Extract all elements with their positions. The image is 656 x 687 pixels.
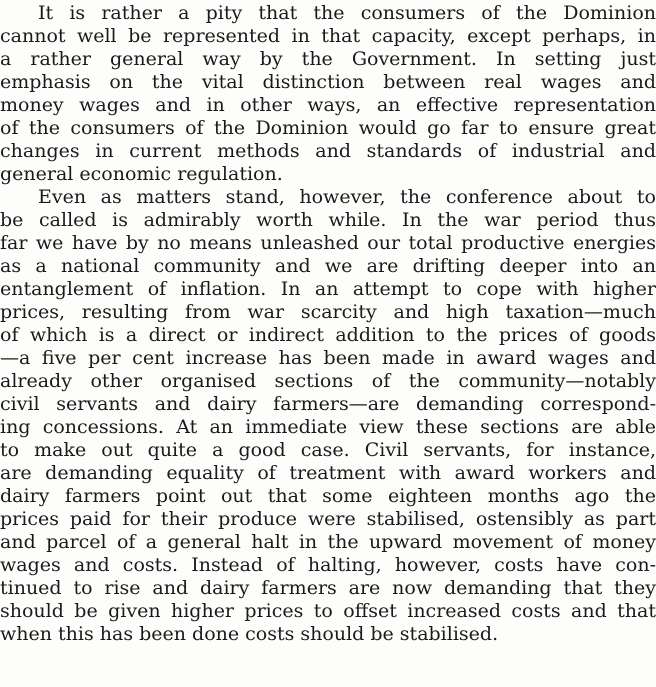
text-line: civil servants and dairy farmers—are demanding correspond- bbox=[0, 393, 656, 415]
text-line: —a five per cent increase has been made in award wages and bbox=[0, 347, 656, 369]
text-line: emphasis on the vital distinction between real wages and bbox=[0, 71, 656, 93]
text-line: entanglement of inflation. In an attempt to cope with higher bbox=[0, 278, 656, 300]
text-line: far we have by no means unleashed our total productive energies bbox=[0, 232, 656, 254]
text-line: a rather general way by the Government. In setting just bbox=[0, 48, 656, 70]
text-line: Even as matters stand, however, the conference about to bbox=[38, 186, 656, 208]
text-line: cannot well be represented in that capacity, except perhaps, in bbox=[0, 25, 656, 47]
text-line: of the consumers of the Dominion would go far to ensure great bbox=[0, 117, 656, 139]
text-line: be called is admirably worth while. In the war period thus bbox=[0, 209, 656, 231]
text-line: changes in current methods and standards of industrial and bbox=[0, 140, 656, 162]
text-line: It is rather a pity that the consumers of the Dominion bbox=[38, 2, 656, 24]
text-line: of which is a direct or indirect addition to the prices of goods bbox=[0, 324, 656, 346]
text-line: money wages and in other ways, an effective representation bbox=[0, 94, 656, 116]
text-line: are demanding equality of treatment with award workers and bbox=[0, 462, 656, 484]
text-line: when this has been done costs should be stabilised. bbox=[0, 623, 499, 645]
text-line: general economic regulation. bbox=[0, 163, 283, 185]
text-line: as a national community and we are drifting deeper into an bbox=[0, 255, 656, 277]
text-line: dairy farmers point out that some eighteen months ago the bbox=[0, 485, 656, 507]
text-line: tinued to rise and dairy farmers are now demanding that they bbox=[0, 577, 656, 599]
text-line: to make out quite a good case. Civil servants, for instance, bbox=[0, 439, 656, 461]
text-line: prices paid for their produce were stabilised, ostensibly as part bbox=[0, 508, 656, 530]
text-line: ing concessions. At an immediate view these sections are able bbox=[0, 416, 656, 438]
text-line: already other organised sections of the community—notably bbox=[0, 370, 656, 392]
text-line: should be given higher prices to offset increased costs and that bbox=[0, 600, 656, 622]
text-line: wages and costs. Instead of halting, however, costs have con- bbox=[0, 554, 656, 576]
text-line: prices, resulting from war scarcity and high taxation—much bbox=[0, 301, 656, 323]
text-line: and parcel of a general halt in the upward movement of money bbox=[0, 531, 656, 553]
